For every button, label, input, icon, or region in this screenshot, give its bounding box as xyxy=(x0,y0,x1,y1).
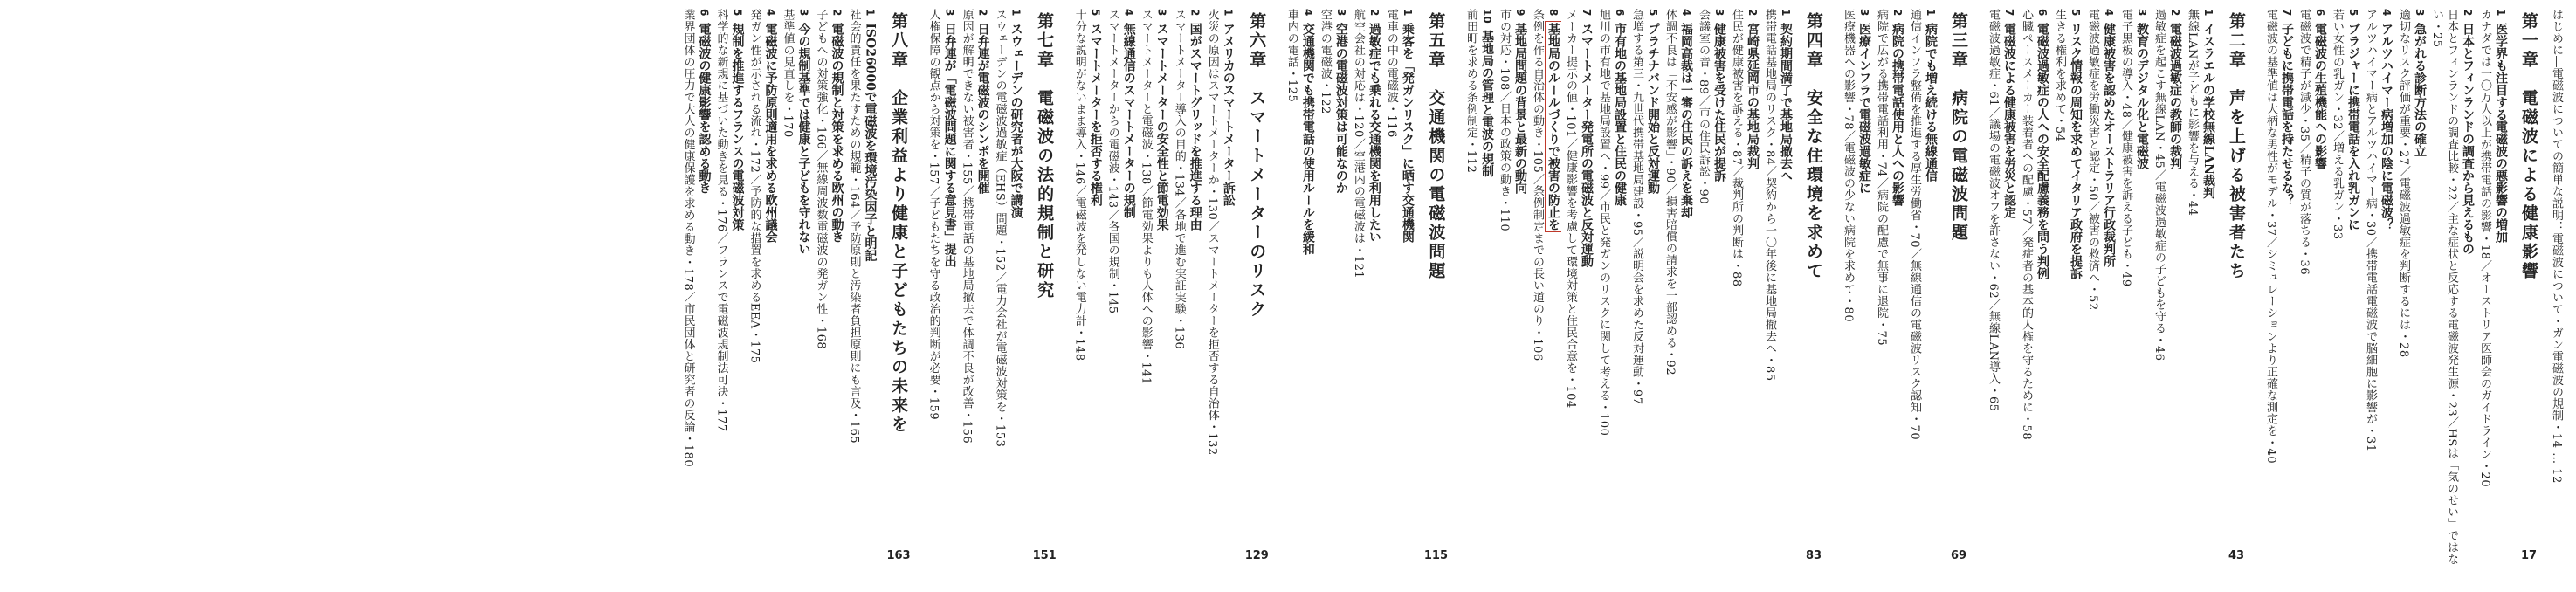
toc-section xyxy=(2183,9,2216,576)
section-entry: 若い女性の乳ガン・32／増える乳ガン・33 xyxy=(2331,9,2344,240)
section-number: 4 xyxy=(1301,9,1314,17)
toc-section xyxy=(2394,9,2428,576)
section-number: 3 xyxy=(2414,9,2426,17)
toc-section xyxy=(2428,9,2476,576)
chapter-heading xyxy=(1947,9,1970,576)
intro-line: はじめに―電磁波についての簡単な説明：電磁波について・ガン電磁波の規制・14 … 12 xyxy=(2550,9,2563,484)
chapter-heading xyxy=(1424,9,1448,576)
section-entry: 原因が解明できない被害者・155／携帯電話の基地局撤去で体調不良が改善・156 xyxy=(960,9,974,444)
toc-section xyxy=(1462,9,1495,576)
section-number: 1 xyxy=(1401,9,1414,17)
section-title: リスク情報の周知を求めてイタリア政府を提訴 xyxy=(2069,23,2083,280)
toc-section xyxy=(2084,9,2117,576)
toc-section xyxy=(2117,9,2150,576)
toc-section xyxy=(2150,9,2183,576)
chapter-title: 第一章 電磁波による健康影響 xyxy=(2519,12,2538,281)
section-entry: 医療機器への影響・78／電磁波の少ない病院を求めて・80 xyxy=(1842,9,1855,323)
chapter-title: 第六章 スマートメーターのリスク xyxy=(1247,12,1267,320)
section-title: 健康被害を認めたオーストラリア行政裁判所 xyxy=(2102,23,2116,268)
section-entry: 社会的責任を果たすための規範・164／予防原則と汚染者負担原則にも言及・165 xyxy=(847,9,861,444)
section-title: 健康被害を受けた住民が提訴 xyxy=(1712,23,1726,182)
section-entry: 旭川の市有地で基地局設置へ・99／市民と発ガンのリスクに関して考える・100 xyxy=(1597,9,1610,437)
toc-section xyxy=(1905,9,1939,576)
chapter-title: 第八章 企業利益より健康と子どもたちの未来を xyxy=(889,12,908,435)
section-entry: 発ガン性が示される流れ・172／予防的な措置を求めるEEA・175 xyxy=(747,9,761,364)
toc-section xyxy=(2017,9,2050,576)
toc-section xyxy=(958,9,991,576)
section-number: 2 xyxy=(1367,9,1381,17)
section-entry: 会議室の音・89／市の住民訴訟・90 xyxy=(1697,9,1710,205)
section-heading[interactable] xyxy=(1644,9,1661,576)
section-title: 規制を推進するフランスの電磁波対策 xyxy=(730,23,745,231)
chapter-heading xyxy=(886,9,910,576)
section-heading[interactable] xyxy=(1399,9,1415,576)
toc-section xyxy=(1071,9,1104,576)
section-number: 1 xyxy=(864,9,877,17)
section-heading[interactable] xyxy=(2100,9,2117,576)
toc-section xyxy=(1349,9,1382,576)
section-entry: 心臓ペースメーカー装着者への配慮・57／発症者の基本的人権を守るために・58 xyxy=(2020,9,2033,441)
section-title: 過敏症でも乗れる交通機関を利用したい xyxy=(1367,23,1381,244)
section-entry: 電磁波で精子が減少・35／精子の質が落ちる・36 xyxy=(2297,9,2311,276)
section-number: 2 xyxy=(976,9,989,17)
section-entry: 電磁波過敏症・61／議場の電磁波オフを許さない・62／無線LAN導入・65 xyxy=(1987,9,2000,412)
section-number: 4 xyxy=(1680,9,1692,17)
section-entry: 電車の中の電磁波・116 xyxy=(1384,9,1398,138)
section-title: 交通機関でも携帯電話の使用ルールを緩和 xyxy=(1300,23,1315,256)
section-entry: 携帯電話基地局のリスク・84／契約から一〇年後に基地局撤去へ・85 xyxy=(1763,9,1776,382)
section-heading[interactable] xyxy=(1154,9,1170,576)
section-number: 4 xyxy=(2103,9,2115,17)
section-entry: 条例を作る自治体の動き・105／条例制定までの長い道のり・106 xyxy=(1531,9,1544,361)
section-title: スマートメーターを拒否する権利 xyxy=(1088,23,1103,207)
section-heading[interactable] xyxy=(1187,9,1203,576)
section-number: 6 xyxy=(2036,9,2049,17)
section-entry: 子どもへの対策強化・166／無線周波数電磁波の発ガン性・168 xyxy=(814,9,828,350)
section-title: 電磁波の生殖機能への影響 xyxy=(2313,23,2327,170)
section-entry: 業界団体の圧力で大人の健康保護を求める動き・178／市民団体と研究者の反論・180 xyxy=(681,9,695,468)
section-title: 乗客を「発ガンリスク」に晒す交通機関 xyxy=(1400,23,1415,244)
section-number: 9 xyxy=(1514,9,1526,17)
toc-section xyxy=(1661,9,1694,576)
section-number: 3 xyxy=(1334,9,1347,17)
toc-section xyxy=(1283,9,1316,576)
section-title: 日弁連が電磁波のシンポを開催 xyxy=(975,23,990,195)
section-entry: 無線LANが子どもに影響を与える・44 xyxy=(2186,9,2199,217)
section-entry: カナダでは一〇万人以上が携帯電話の影響・18／オーストリア医師会のガイドライン・20 xyxy=(2478,9,2491,488)
section-number: 8 xyxy=(1547,9,1560,17)
toc-section xyxy=(1561,9,1595,576)
toc-section xyxy=(1495,9,1528,576)
section-title: 教育のデジタル化と電磁波 xyxy=(2135,23,2149,170)
section-heading[interactable] xyxy=(1299,9,1316,576)
section-heading[interactable] xyxy=(1744,9,1760,576)
section-entry: 人権保障の観点から対策を・157／子どもたちを守る政治的判断が必要・159 xyxy=(926,9,940,421)
section-heading[interactable] xyxy=(2411,9,2428,576)
section-heading[interactable] xyxy=(2001,9,2017,576)
section-title: 電磁波の規制と対策を求める欧州の動き xyxy=(830,23,844,244)
section-heading[interactable] xyxy=(2378,9,2394,576)
section-number: 1 xyxy=(2495,9,2507,17)
section-title: 基地局の管理と電波の規制 xyxy=(1480,30,1494,177)
section-title: 医療インフラで電磁波過敏症に xyxy=(1857,23,1871,195)
chapter-page-number: 151 xyxy=(1032,549,1057,562)
section-title: 急がれる診断方法の確立 xyxy=(2413,23,2427,158)
section-number: 4 xyxy=(1122,9,1135,17)
section-entry: 生きる権利を求めて・54 xyxy=(2053,9,2066,142)
section-heading[interactable] xyxy=(1578,9,1595,576)
section-title: スマートメーターの安全性と節電効果 xyxy=(1154,23,1169,231)
toc-section xyxy=(1382,9,1415,576)
toc-section xyxy=(1727,9,1760,576)
section-number: 2 xyxy=(830,9,844,17)
section-title: 空港の電磁波対策は可能なのか xyxy=(1333,23,1348,195)
toc-section xyxy=(1104,9,1137,576)
section-heading[interactable] xyxy=(1008,9,1024,576)
toc-section xyxy=(1203,9,1236,576)
section-number: 1 xyxy=(1009,9,1023,17)
section-title: 日弁連が「電磁波問題に関する意見書」提出 xyxy=(942,23,957,268)
section-heading[interactable] xyxy=(728,9,745,576)
chapter-page-number: 69 xyxy=(1950,549,1967,562)
chapter-page-number: 43 xyxy=(2228,549,2245,562)
section-heading[interactable] xyxy=(2034,9,2050,576)
section-heading[interactable] xyxy=(2459,9,2476,576)
toc-section xyxy=(1137,9,1170,576)
section-heading[interactable] xyxy=(2200,9,2216,576)
section-number: 3 xyxy=(943,9,956,17)
toc-section xyxy=(678,9,712,576)
section-number: 2 xyxy=(1891,9,1904,17)
section-title: 今の規制基準では健康と子どもを守れない xyxy=(796,23,811,256)
section-title: ISO26000で電磁波を環境汚染因子と明記 xyxy=(863,23,878,262)
section-entry: 過敏症を起こす無線LAN・45／電磁波過敏症の子どもを守る・46 xyxy=(2152,9,2166,361)
section-number: 2 xyxy=(1746,9,1759,17)
section-title: 国がスマートグリッドを推進する理由 xyxy=(1188,23,1202,231)
section-entry: 十分な説明がないまま導入・146／電磁波を発しない電力計・148 xyxy=(1072,9,1086,361)
chapter-heading xyxy=(1033,9,1057,576)
section-number: 6 xyxy=(1614,9,1626,17)
section-heading[interactable] xyxy=(1922,9,1939,576)
section-heading[interactable] xyxy=(1512,9,1528,576)
section-entry: スマートメーター導入の目的・134／各地で進む実証実験・136 xyxy=(1172,9,1186,350)
chapter-title: 第七章 電磁波の法的規制と研究 xyxy=(1035,12,1055,300)
section-title: 病院でも増え続ける無線通信 xyxy=(1924,23,1938,182)
section-number: 4 xyxy=(2380,9,2393,17)
toc-section xyxy=(1839,9,1872,576)
section-title: スウェーデンの研究者が大阪で講演 xyxy=(1009,23,1023,219)
section-entry: 火災の原因はスマートメーターか・130／スマートメーターを拒否する自治体・132 xyxy=(1205,9,1219,456)
section-heading[interactable] xyxy=(2278,9,2295,576)
toc-section xyxy=(1984,9,2017,576)
section-heading[interactable] xyxy=(1777,9,1794,576)
toc-section xyxy=(2476,9,2509,576)
toc-section xyxy=(925,9,958,576)
toc-section xyxy=(1528,9,1561,576)
toc-section xyxy=(1628,9,1661,576)
section-entry: 体調不良は「不安感が影響」・90／損害賠償の請求を一部認める・92 xyxy=(1663,9,1677,376)
section-entry: 電子黒板の導入・48／健康被害を訴える子ども・49 xyxy=(2119,9,2132,287)
section-heading[interactable] xyxy=(2166,9,2183,576)
chapter-page-number: 129 xyxy=(1244,549,1269,562)
section-entry: 前田町を求める条例制定・112 xyxy=(1464,9,1477,174)
section-heading[interactable] xyxy=(1889,9,1905,576)
section-entry: 市の対応・108／日本の政策の動き・110 xyxy=(1498,9,1511,232)
section-number: 7 xyxy=(2281,9,2293,17)
section-number: 10 xyxy=(1481,9,1493,24)
section-heading[interactable] xyxy=(1220,9,1236,576)
section-title: アルツハイマー病増加の陰に電磁波？ xyxy=(2380,23,2393,231)
toc-section xyxy=(811,9,844,576)
section-entry: 航空会社の対応は・120／空港内の電磁波は・121 xyxy=(1351,9,1365,279)
section-title: 電磁波による健康被害を労災と認定 xyxy=(2002,23,2016,219)
toc-section xyxy=(1595,9,1628,576)
toc-section xyxy=(1316,9,1349,576)
chapter-heading xyxy=(1245,9,1269,576)
section-title: スマートメーター発電所の電磁波と反対運動 xyxy=(1580,23,1594,268)
section-title: 病院の携帯電話使用と人への影響 xyxy=(1891,23,1904,207)
section-title: 宮崎県延岡市の基地局裁判 xyxy=(1746,23,1760,170)
section-entry: スマートメーターからの電磁波・143／各国の規制・145 xyxy=(1105,9,1119,314)
section-title: ブラジャーに携帯電話を入れ乳ガンに xyxy=(2346,23,2360,231)
toc-section xyxy=(778,9,811,576)
section-title: 電磁波過敏症の人への安全配慮義務を問う判例 xyxy=(2035,23,2049,280)
section-heading[interactable] xyxy=(1711,9,1727,576)
section-title: 無線通信のスマートメーターの規制 xyxy=(1121,23,1136,219)
section-heading[interactable] xyxy=(1333,9,1349,576)
chapter-heading xyxy=(2225,9,2248,576)
chapter-page-number: 83 xyxy=(1805,549,1822,562)
section-entry: 住民が健康被害を訴える・87／裁判所の判断は・88 xyxy=(1730,9,1743,287)
section-title: 基地局のルールづくりで被害の防止を xyxy=(1546,23,1560,231)
section-number: 7 xyxy=(1581,9,1593,17)
section-entry: 科学的な新規に基づいた動きを見る・176／フランスで電磁波規制法可決・177 xyxy=(714,9,728,432)
section-number: 6 xyxy=(698,9,711,17)
section-heading[interactable] xyxy=(1478,9,1495,576)
section-entry: 急増する第三・九世代携帯基地局建設・95／説明会を求めた反対運動・97 xyxy=(1630,9,1643,405)
section-heading[interactable] xyxy=(2067,9,2084,576)
section-heading[interactable] xyxy=(761,9,778,576)
section-heading[interactable] xyxy=(1545,9,1561,576)
toc-section xyxy=(991,9,1024,576)
chapter-title: 第五章 交通機関の電磁波問題 xyxy=(1426,12,1446,281)
section-heading[interactable] xyxy=(795,9,811,576)
section-entry: 基準値の見直しを・170 xyxy=(781,9,795,138)
section-heading[interactable] xyxy=(828,9,844,576)
section-entry: 空港の電磁波・122 xyxy=(1318,9,1332,114)
section-heading[interactable] xyxy=(941,9,958,576)
section-number: 5 xyxy=(1089,9,1102,17)
section-entry: 日本とフィンランドの調査比較・22／主な症状と反応する電磁波発生源・23／HSは「気のせい」ではない・25 xyxy=(2430,9,2458,565)
section-number: 1 xyxy=(2202,9,2214,17)
chapter-title: 第三章 病院の電磁波問題 xyxy=(1949,12,1968,243)
section-heading[interactable] xyxy=(1856,9,1872,576)
chapter-title: 第四章 安全な住環境を求めて xyxy=(1804,12,1823,281)
section-heading[interactable] xyxy=(695,9,712,576)
section-title: プラチナバンド開始と反対運動 xyxy=(1646,23,1660,195)
section-number: 3 xyxy=(797,9,810,17)
section-entry: 適切なリスク評価が重要・27／電磁波過敏症を判断するには・28 xyxy=(2397,9,2410,358)
section-entry: 電磁波過敏症を労働災害と認定・50／被害の救済へ・52 xyxy=(2086,9,2099,311)
section-title: 子どもに携帯電話を持たせるな？ xyxy=(2280,23,2294,207)
section-number: 2 xyxy=(2462,9,2474,17)
section-heading[interactable] xyxy=(1677,9,1694,576)
section-number: 4 xyxy=(764,9,777,17)
section-number: 3 xyxy=(1858,9,1870,17)
section-entry: 通信インフラ整備を推進する厚生労働省・70／無線通信の電磁波リスク認知・70 xyxy=(1908,9,1921,441)
section-number: 5 xyxy=(731,9,744,17)
section-heading[interactable] xyxy=(861,9,878,576)
section-heading[interactable] xyxy=(975,9,991,576)
chapter-title: 第二章 声を上げる被害者たち xyxy=(2227,12,2246,281)
section-number: 6 xyxy=(2314,9,2326,17)
chapter-heading xyxy=(2517,9,2540,576)
section-entry: スマートメーターと電磁波・138／節電効果よりも人体への影響・141 xyxy=(1139,9,1153,385)
toc-section xyxy=(2328,9,2361,576)
section-title: アメリカのスマートメーター訴訟 xyxy=(1221,23,1236,207)
toc-section xyxy=(2050,9,2084,576)
section-title: 電磁波に予防原則適用を求める欧州議会 xyxy=(763,23,778,244)
section-number: 5 xyxy=(2070,9,2082,17)
section-entry: アルツハイマー病とアルツハイマー病・30／携帯電話電磁波で脳細胞に影響が・31 xyxy=(2364,9,2377,452)
section-heading[interactable] xyxy=(2311,9,2328,576)
section-heading[interactable] xyxy=(1120,9,1137,576)
section-number: 3 xyxy=(2136,9,2148,17)
toc-section xyxy=(745,9,778,576)
section-number: 2 xyxy=(2169,9,2181,17)
section-entry: スウェーデンの電磁波過敏症（EHS）問題・152／電力会社が電磁波対策を・153 xyxy=(993,9,1007,448)
toc-section xyxy=(1760,9,1794,576)
section-entry: 電磁波の基準値は大柄な男性がモデル・37／シミュレーションより正確な測定を・40 xyxy=(2264,9,2277,465)
section-title: 市有地の基地局設置と住民の健康 xyxy=(1613,23,1627,207)
section-heading[interactable] xyxy=(2492,9,2509,576)
section-number: 5 xyxy=(1647,9,1659,17)
toc-section xyxy=(2262,9,2295,576)
section-number: 1 xyxy=(1925,9,1937,17)
toc-section xyxy=(712,9,745,576)
toc-section xyxy=(1694,9,1727,576)
toc-section xyxy=(1170,9,1203,576)
section-title: 電磁波過敏症の教師の裁判 xyxy=(2168,23,2182,170)
chapter-page-number: 17 xyxy=(2520,549,2538,562)
section-heading[interactable] xyxy=(1611,9,1628,576)
section-title: 福岡高裁は一審の住民の訴えを棄却 xyxy=(1679,23,1693,219)
chapter-page-number: 115 xyxy=(1423,549,1448,562)
section-heading[interactable] xyxy=(1087,9,1104,576)
section-number: 5 xyxy=(2347,9,2359,17)
chapter-page-number: 163 xyxy=(886,549,911,562)
section-heading[interactable] xyxy=(1366,9,1382,576)
section-entry: 病院で広がる携帯電話利用・74／病院の配慮で無事に退院・75 xyxy=(1875,9,1888,347)
section-number: 7 xyxy=(2003,9,2015,17)
toc-section xyxy=(1872,9,1905,576)
section-entry: 車内の電話・125 xyxy=(1285,9,1298,103)
section-title: 電磁波の健康影響を認める動き xyxy=(697,23,712,195)
section-number: 1 xyxy=(1780,9,1792,17)
toc-section xyxy=(844,9,878,576)
section-title: 日本とフィンランドの調査から見えるもの xyxy=(2461,23,2475,256)
section-title: イスラエルの学校無線LAN裁判 xyxy=(2201,23,2215,199)
section-heading[interactable] xyxy=(2345,9,2361,576)
section-entry: メーカー提示の値・101／健康影響を考慮して環境対策と住民合意を・104 xyxy=(1564,9,1577,409)
section-heading[interactable] xyxy=(2133,9,2150,576)
section-title: 基地局問題の背景と最新の動向 xyxy=(1513,23,1527,195)
section-number: 3 xyxy=(1155,9,1168,17)
section-number: 1 xyxy=(1222,9,1235,17)
toc-section xyxy=(2361,9,2394,576)
section-number: 2 xyxy=(1188,9,1202,17)
section-number: 3 xyxy=(1713,9,1725,17)
section-title: 医学界も注目する電磁波の悪影響の増加 xyxy=(2494,23,2508,244)
section-title: 契約期間満了で基地局撤去へ xyxy=(1779,23,1793,182)
toc-section xyxy=(2295,9,2328,576)
chapter-heading xyxy=(1802,9,1825,576)
